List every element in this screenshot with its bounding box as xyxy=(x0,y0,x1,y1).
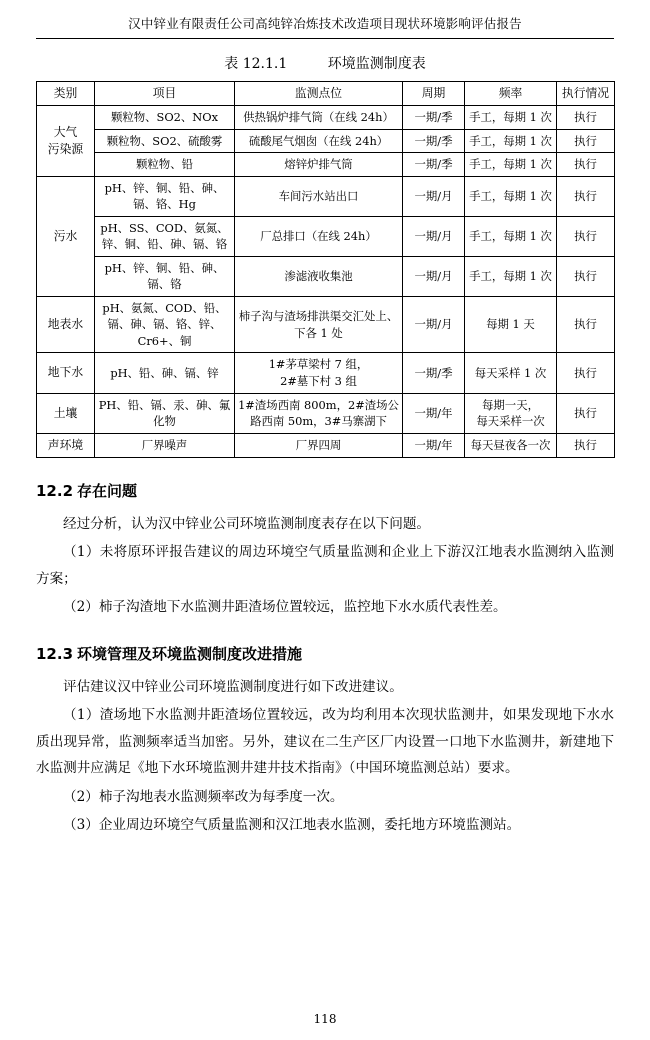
section-heading xyxy=(36,480,614,501)
cell-category: 土壤 xyxy=(37,393,95,433)
column-header-point: 监测点位 xyxy=(235,82,403,106)
section-paragraph: （3）企业周边环境空气质量监测和汉江地表水监测，委托地方环境监测站。 xyxy=(63,817,521,834)
section-title: 环境管理及环境监测制度改进措施 xyxy=(77,644,303,663)
running-header: 汉中锌业有限责任公司高纯锌冶炼技术改造项目现状环境影响评估报告 xyxy=(36,14,614,39)
table-row xyxy=(37,129,615,153)
cell-status: 执行 xyxy=(557,106,615,130)
cell-item: 颗粒物、SO2、硫酸雾 xyxy=(95,129,235,153)
column-header-frequency: 频率 xyxy=(465,82,557,106)
section-number: 12.2 xyxy=(36,481,74,500)
table-caption-title: 环境监测制度表 xyxy=(327,56,426,72)
cell-status: 执行 xyxy=(557,153,615,177)
cell-item: pH、SS、COD、氨氮、锌、铜、铅、砷、镉、铬 xyxy=(95,216,235,256)
cell-status: 执行 xyxy=(557,256,615,296)
table-row xyxy=(37,296,615,353)
cell-frequency: 每天采样 1 次 xyxy=(465,353,557,393)
cell-status: 执行 xyxy=(557,433,615,457)
section-paragraph: （2）柿子沟渣地下水监测井距渣场位置较远，监控地下水水质代表性差。 xyxy=(63,599,507,616)
cell-point: 车间污水站出口 xyxy=(235,176,403,216)
section-paragraph: 评估建议汉中锌业公司环境监测制度进行如下改进建议。 xyxy=(63,678,403,695)
cell-item: 颗粒物、铅 xyxy=(95,153,235,177)
cell-cycle: 一期/月 xyxy=(403,296,465,353)
cell-item: PH、铅、镉、汞、砷、氟化物 xyxy=(95,393,235,433)
cell-point: 柿子沟与渣场排洪渠交汇处上、下各 1 处 xyxy=(235,296,403,353)
section-paragraph: （1）渣场地下水监测井距渣场位置较远，改为均利用本次现状监测井，如果发现地下水水质出现异常，监测频率适当加密。另外，建议在二生产区厂内设置一口地下水监测井，新建地下水监测井应满足《地下水环境监测井建井技术指南》（中国环境监测总站）要求。 xyxy=(36,707,614,777)
table-row xyxy=(37,106,615,130)
section-paragraph: （1）未将原环评报告建议的周边环境空气质量监测和企业上下游汉江地表水监测纳入监测方案； xyxy=(36,544,614,587)
cell-category: 地下水 xyxy=(37,353,95,393)
cell-cycle: 一期/季 xyxy=(403,153,465,177)
cell-point: 厂总排口（在线 24h） xyxy=(235,216,403,256)
section-number: 12.3 xyxy=(36,644,74,663)
cell-category: 声环境 xyxy=(37,433,95,457)
section-paragraph: （2）柿子沟地表水监测频率改为每季度一次。 xyxy=(63,788,344,805)
cell-item: pH、铅、砷、镉、锌 xyxy=(95,353,235,393)
cell-frequency: 手工，每期 1 次 xyxy=(465,129,557,153)
cell-status: 执行 xyxy=(557,296,615,353)
cell-category: 大气 污染源 xyxy=(37,106,95,177)
table-row xyxy=(37,256,615,296)
cell-cycle: 一期/月 xyxy=(403,216,465,256)
page-number: 118 xyxy=(313,1012,337,1026)
cell-cycle: 一期/年 xyxy=(403,433,465,457)
cell-frequency: 手工，每期 1 次 xyxy=(465,216,557,256)
cell-category: 污水 xyxy=(37,176,95,296)
cell-point: 硫酸尾气烟囱（在线 24h） xyxy=(235,129,403,153)
table-caption xyxy=(36,53,614,73)
cell-status: 执行 xyxy=(557,216,615,256)
table-row xyxy=(37,216,615,256)
cell-point: 1#渣场西南 800m，2#渣场公路西南 50m，3#马寨湖下 xyxy=(235,393,403,433)
table-row xyxy=(37,433,615,457)
cell-frequency: 每期 1 天 xyxy=(465,296,557,353)
cell-status: 执行 xyxy=(557,393,615,433)
cell-category: 地表水 xyxy=(37,296,95,353)
cell-point: 渗滤液收集池 xyxy=(235,256,403,296)
cell-frequency: 手工，每期 1 次 xyxy=(465,256,557,296)
cell-status: 执行 xyxy=(557,129,615,153)
section-paragraph: 经过分析，认为汉中锌业公司环境监测制度表存在以下问题。 xyxy=(63,515,431,532)
column-header-status: 执行情况 xyxy=(557,82,615,106)
cell-point: 供热锅炉排气筒（在线 24h） xyxy=(235,106,403,130)
section-title: 存在问题 xyxy=(77,481,138,500)
cell-cycle: 一期/月 xyxy=(403,256,465,296)
cell-status: 执行 xyxy=(557,353,615,393)
column-header-item: 项目 xyxy=(95,82,235,106)
cell-frequency: 手工，每期 1 次 xyxy=(465,153,557,177)
environment-monitoring-table xyxy=(36,81,615,458)
cell-frequency: 每天昼夜各一次 xyxy=(465,433,557,457)
table-row xyxy=(37,393,615,433)
cell-cycle: 一期/季 xyxy=(403,106,465,130)
cell-cycle: 一期/年 xyxy=(403,393,465,433)
cell-cycle: 一期/季 xyxy=(403,129,465,153)
table-caption-number: 表 12.1.1 xyxy=(224,56,288,72)
cell-item: 厂界噪声 xyxy=(95,433,235,457)
cell-cycle: 一期/月 xyxy=(403,176,465,216)
sections-container xyxy=(36,480,614,839)
table-header-row xyxy=(37,82,615,106)
table-row xyxy=(37,153,615,177)
section-heading xyxy=(36,643,614,664)
column-header-category: 类别 xyxy=(37,82,95,106)
cell-cycle: 一期/季 xyxy=(403,353,465,393)
table-row xyxy=(37,353,615,393)
cell-status: 执行 xyxy=(557,176,615,216)
cell-item: pH、锌、铜、铅、砷、镉、铬 xyxy=(95,256,235,296)
cell-item: pH、锌、铜、铅、砷、镉、铬、Hg xyxy=(95,176,235,216)
cell-frequency: 手工，每期 1 次 xyxy=(465,176,557,216)
cell-point: 熔锌炉排气筒 xyxy=(235,153,403,177)
column-header-cycle: 周期 xyxy=(403,82,465,106)
cell-point: 1#茅草梁村 7 组， 2#墓下村 3 组 xyxy=(235,353,403,393)
table-row xyxy=(37,176,615,216)
cell-frequency: 每期一天， 每天采样一次 xyxy=(465,393,557,433)
cell-item: pH、氨氮、COD、铅、镉、砷、镉、铬、锌、Cr6+、铜 xyxy=(95,296,235,353)
cell-point: 厂界四周 xyxy=(235,433,403,457)
cell-frequency: 手工，每期 1 次 xyxy=(465,106,557,130)
cell-item: 颗粒物、SO2、NOx xyxy=(95,106,235,130)
